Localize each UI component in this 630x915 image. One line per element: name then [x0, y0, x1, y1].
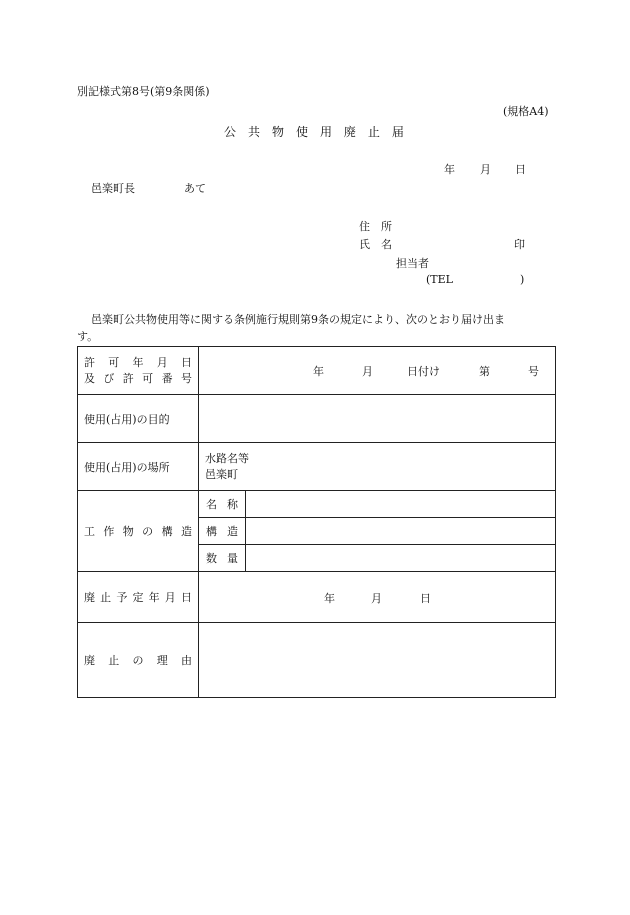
structure-name-value[interactable] [246, 491, 556, 518]
label-char: 物 [122, 525, 134, 538]
permit-month: 月 [362, 365, 373, 378]
label-char: 構 [206, 525, 217, 538]
label-char: 日 [181, 355, 192, 369]
label-char: 造 [180, 525, 192, 538]
title-char: 物 [271, 125, 284, 139]
abolish-date-label [78, 589, 198, 605]
label-char: 数 [206, 552, 217, 565]
permit-label-line1 [78, 355, 198, 371]
label-char: 止 [100, 591, 112, 604]
label-char: 許 [122, 371, 134, 385]
contact-label: 担当者 [396, 257, 429, 270]
structure-structure-value[interactable] [246, 518, 556, 545]
permit-year: 年 [313, 365, 324, 378]
label-char: 年 [148, 591, 160, 604]
structure-label-cell [78, 491, 199, 572]
permit-value-cell[interactable] [199, 347, 556, 395]
label-char: 月 [156, 355, 168, 369]
date-year: 年 [444, 163, 455, 176]
label-char: 理 [156, 654, 168, 667]
form-number: 別記様式第8号(第9条関係) [77, 85, 210, 98]
address-label: 住 所 [359, 220, 392, 233]
statement-line1: 邑楽町公共物使用等に関する条例施行規則第9条の規定により、次のとおり届け出ま [91, 313, 505, 326]
structure-sub-label-structure [199, 518, 246, 545]
form-title [224, 123, 404, 140]
structure-row-name [78, 491, 556, 518]
title-char: 届 [391, 125, 404, 139]
title-char: 廃 [343, 125, 356, 139]
label-char: 番 [161, 371, 173, 385]
addressee-suffix: あて [184, 182, 206, 195]
label-char: 許 [84, 355, 95, 369]
date-month: 月 [480, 163, 491, 176]
label-char: 廃 [84, 654, 95, 667]
abolish-date-value-cell[interactable] [199, 572, 556, 623]
label-char: び [103, 371, 115, 385]
label-char: 量 [227, 552, 238, 565]
structure-sub-label-name [199, 491, 246, 518]
location-label: 使用(占用)の場所 [78, 443, 199, 491]
label-char: 由 [181, 654, 192, 667]
reason-value[interactable] [199, 623, 556, 698]
label-char: 構 [161, 525, 173, 538]
reason-label-cell [78, 623, 199, 698]
structure-sub-label-quantity [199, 545, 246, 572]
label-char: 廃 [84, 591, 95, 604]
label-char: 号 [180, 371, 192, 385]
name-label: 氏 名 [359, 238, 392, 251]
abolish-year: 年 [324, 592, 335, 605]
label-char: の [132, 654, 144, 667]
permit-row [78, 347, 556, 395]
purpose-value[interactable] [199, 395, 556, 443]
location-value-line2: 邑楽町 [205, 467, 238, 481]
purpose-row [78, 395, 556, 443]
title-char: 止 [367, 125, 380, 139]
date-day: 日 [515, 163, 526, 176]
purpose-label: 使用(占用)の目的 [78, 395, 199, 443]
label-char: 年 [132, 355, 144, 369]
paper-size: (規格A4) [503, 105, 549, 118]
location-value-cell[interactable] [199, 443, 556, 491]
abolish-day: 日 [420, 592, 431, 605]
permit-label-cell [78, 347, 199, 395]
title-char: 共 [247, 125, 260, 139]
label-char: 日 [180, 591, 192, 604]
label-char: 工 [84, 525, 95, 538]
title-char: 用 [319, 125, 332, 139]
addressee-name: 邑楽町長 [91, 182, 135, 195]
label-char: 定 [132, 591, 144, 604]
tel-open: (TEL [426, 273, 453, 286]
location-value-line1: 水路名等 [205, 451, 249, 465]
abolish-month: 月 [371, 592, 382, 605]
structure-quantity-value[interactable] [246, 545, 556, 572]
label-char: 作 [103, 525, 115, 538]
title-char: 公 [224, 125, 237, 139]
permit-date-suffix: 日付け [407, 365, 440, 378]
structure-label [78, 523, 198, 539]
reason-row [78, 623, 556, 698]
seal-mark: 印 [514, 238, 525, 251]
form-table [77, 346, 556, 698]
label-char: の [142, 525, 154, 538]
permit-number-suffix: 号 [528, 365, 539, 378]
label-char: 止 [108, 654, 120, 667]
label-char: 月 [164, 591, 176, 604]
label-char: 造 [227, 525, 238, 538]
label-char: 称 [227, 498, 238, 511]
reason-label [78, 652, 198, 668]
permit-number-prefix: 第 [479, 365, 490, 378]
label-char: 可 [142, 371, 154, 385]
abolish-date-label-cell [78, 572, 199, 623]
statement-line2: す。 [77, 330, 99, 343]
permit-label-line2 [78, 371, 198, 387]
title-char: 使 [295, 125, 308, 139]
label-char: 名 [206, 498, 217, 511]
tel-close: ) [520, 273, 525, 286]
label-char: 及 [84, 371, 95, 385]
label-char: 可 [108, 355, 120, 369]
abolish-date-row [78, 572, 556, 623]
location-row [78, 443, 556, 491]
label-char: 予 [116, 591, 128, 604]
